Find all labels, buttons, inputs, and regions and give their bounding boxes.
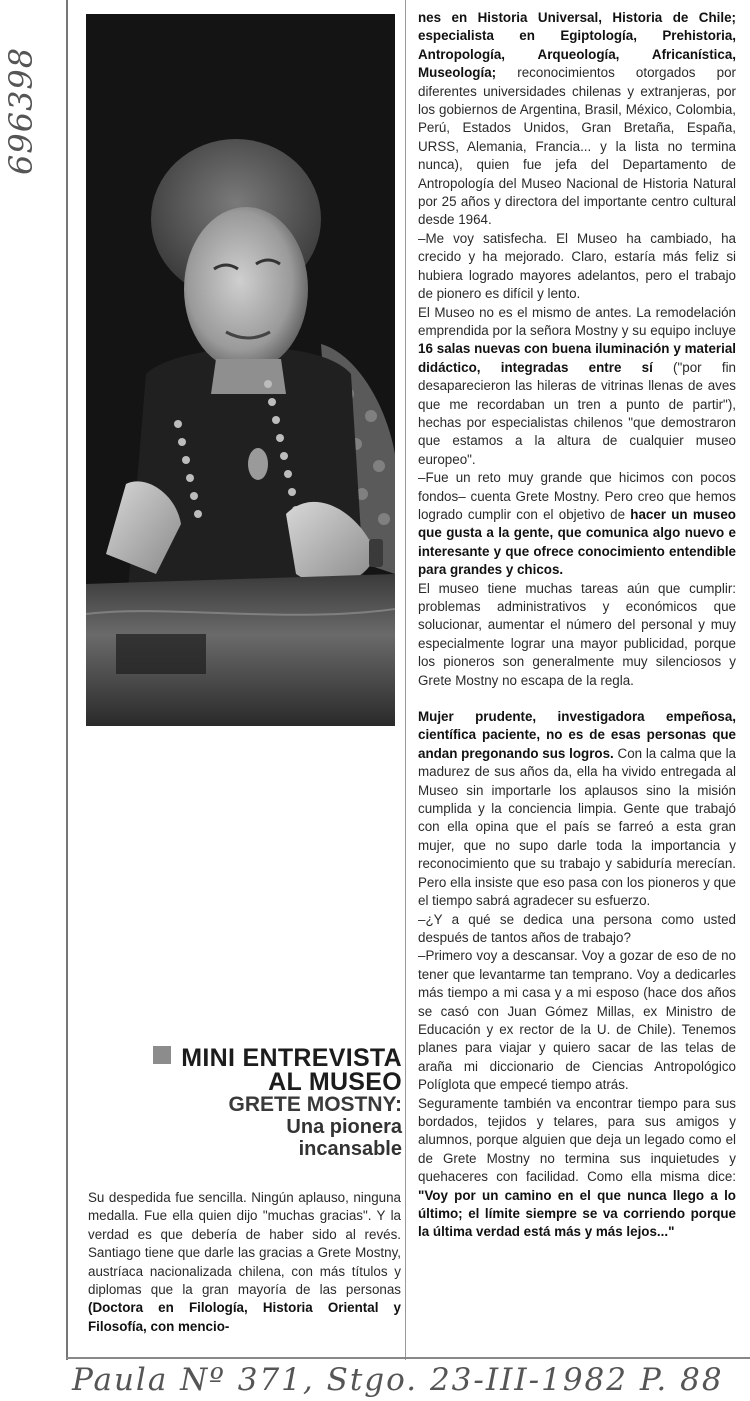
left-paragraph-1: Su despedida fue sencilla. Ningún aplauso, ninguna medalla. Fue ella quien dijo "muchas gracias". Y la verdad es que debería de haber sido al revés. Santiago tiene que darle las gracias a Grete Mostny, austríaca nacionalizada chilena, con más títulos y diplomas que la gran mayoría de las personas (Doctora en Filología, Historia Oriental y Filosofía, con mencio- — [88, 1190, 401, 1334]
right-paragraph-2: –Me voy satisfecha. El Museo ha cambiado, ha crecido y ha mejorado. Claro, estaría más feliz si hubiera logrado mayores adelantos, pero el trabajo de pionero es difícil y lento. — [418, 230, 736, 302]
left-text-column — [88, 1189, 401, 1336]
right-paragraph-4: –Fue un reto muy grande que hicimos con pocos fondos– cuenta Grete Mostny. Pero creo que hemos logrado cumplir con el objetivo de hacer un museo que gusta a la gente, que comunica algo nuevo e interesante y que ofrece conocimiento entendible para grandes y chicos. — [418, 470, 736, 578]
handwritten-source-note: Paula Nº 371, Stgo. 23-III-1982 P. 88 — [72, 1362, 724, 1398]
headline-line-1: MINI ENTREVISTA — [140, 1046, 402, 1070]
right-paragraph-6: Mujer prudente, investigadora empeñosa, científica paciente, no es de esas personas que andan pregonando sus logros. Con la calma que la madurez de sus años da, ella ha vivido entregada al Museo sin importarle los aplausos sino la misión cumplida y la conciencia limpia. Gente que trabajó con ella opina que el país se farreó a esta gran mujer, que no supo darle toda la importancia y reconocimiento que su trabajo y sabiduría merecían. Pero ella insiste que eso pasa con los pioneros y que el tiempo sabrá agradecer su esfuerzo. — [418, 709, 736, 909]
portrait-photo — [86, 14, 395, 726]
right-text-column — [418, 9, 736, 1242]
section-marker-icon — [153, 1046, 171, 1064]
headline-subtitle-1: Una pionera — [286, 1116, 402, 1138]
right-paragraph-8: –Primero voy a descansar. Voy a gozar de eso de no tener que levantarme tan temprano. Voy a dedicarles más tiempo a mi casa y a mi esposo (hace dos años se casó con Juan Gómez Millas, ex Ministro de Educación y ex rector de la U. de Chile). Tenemos planes para viajar y quiero sacar de las telas de araña mi diccionario de Ciencias Antropológico Políglota que empecé tiempo atrás. — [418, 948, 736, 1093]
right-paragraph-3: El Museo no es el mismo de antes. La remodelación emprendida por la señora Mostny y su equipo incluye 16 salas nuevas con buena iluminación y material didáctico, integradas entre sí ("por fin desaparecieron las hileras de vitrinas llenas de aves que me recordaban un tren a punto de partir"), hechas por especialistas chilenos "que demostraron que estamos a la altura de cualquier museo europeo". — [418, 304, 736, 467]
headline-subject-name: GRETE MOSTNY: — [228, 1093, 402, 1116]
right-paragraph-5: El museo tiene muchas tareas aún que cumplir: problemas administrativos y económicos que solucionar, aumentar el número del personal y muy especialmente lograr una mayor publicidad, porque los pioneros son generalmente muy silenciosos y Grete Mostny no escapa de la regla. — [418, 580, 736, 688]
bottom-border-rule — [66, 1357, 750, 1359]
headline-line-2: AL MUSEO — [268, 1068, 402, 1096]
right-paragraph-9: Seguramente también va encontrar tiempo para sus bordados, tejidos y telares, para sus amigos y alumnos, porque alguien que deja un legado como el de Grete Mostny no termina sus inquietudes y quehaceres con facilidad. Como ella misma dice: "Voy por un camino en el que nunca llego a lo último; el límite siempre se va corriendo porque la última verdad está más y más lejos..." — [418, 1095, 736, 1240]
portrait-illustration — [86, 14, 395, 726]
right-paragraph-1: nes en Historia Universal, Historia de Chile; especialista en Egiptología, Prehistoria, Antropología, Arqueología, Africanística, Museología; reconocimientos otorgados por diferentes universidades chilenas y extranjeras, por los gobiernos de Argentina, Brasil, México, Colombia, Perú, Estados Unidos, Gran Bretaña, España, URSS, Alemania, Francia... y la lista no termina nunca), quien fue jefa del Departamento de Antropología del Museo Nacional de Historia Natural por 25 años y directora del importante centro cultural desde 1964. — [418, 10, 736, 228]
headline-block — [140, 1046, 402, 1160]
right-paragraph-7: –¿Y a qué se dedica una persona como usted después de tantos años de trabajo? — [418, 911, 736, 945]
handwritten-catalog-number: 696398 — [2, 46, 40, 175]
paragraph-gap — [418, 690, 736, 708]
headline-subtitle-2: incansable — [298, 1138, 402, 1160]
column-divider-rule — [405, 0, 406, 1360]
left-border-rule — [66, 0, 68, 1360]
